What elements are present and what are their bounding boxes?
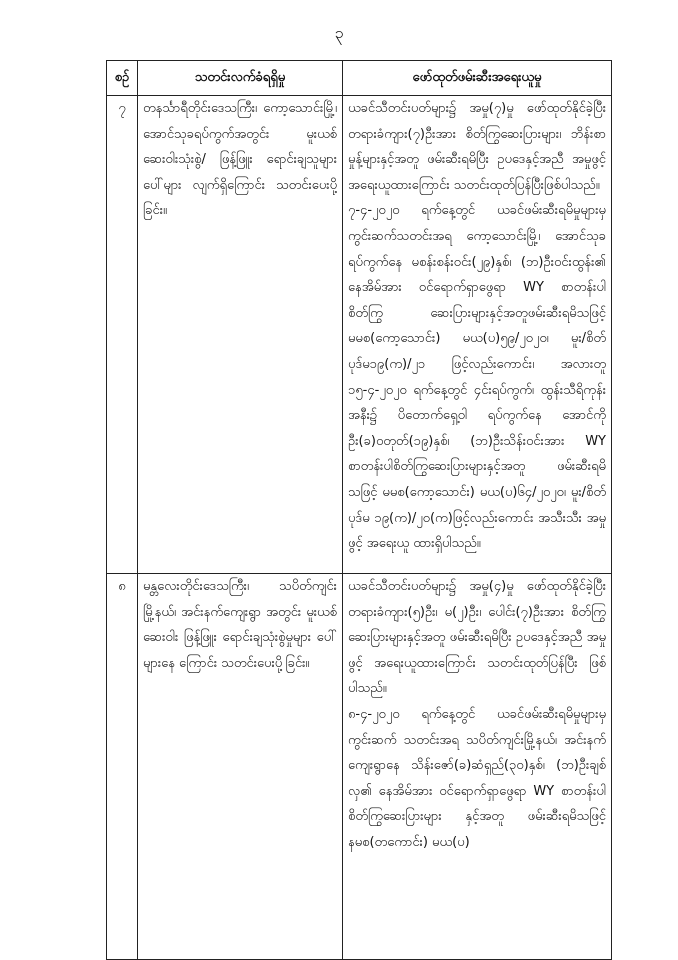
report-table xyxy=(106,60,612,960)
header-serial: စဉ် xyxy=(107,61,138,96)
row-action xyxy=(343,574,612,960)
action-paragraph: ယခင်သီတင်းပတ်များ၌ အမှု(၄)မှု ဖော်ထုတ်နိုင်ခဲ့ပြီး တရားခံကျား(၅)ဦး၊ မ(၂)ဦး၊ ပေါင်း(၇)ဦးအား စိတ်ကြွ ဆေးပြားများနှင့်အတူ ဖမ်းဆီးရမိပြီး ဥပဒေနှင့်အညီ အမှုဖွင့် အရေးယူထားကြောင်း သတင်းထုတ်ပြန်ပြီး ဖြစ်ပါသည်။ xyxy=(348,579,606,697)
row-report: တနင်္သာရီတိုင်းဒေသကြီး၊ ကော့သောင်းမြို့၊ အောင်သုခရပ်ကွက်အတွင်း မူးယစ်ဆေးဝါးသုံးစွဲ/ ဖြန့်ဖြူး ရောင်းချသူများပေါ်များ လျက်ရှိကြောင်း သတင်းပေးပို့ခြင်း။ xyxy=(138,96,343,574)
action-paragraph: ၇-၄-၂၀၂၀ ရက်နေ့တွင် ယခင်ဖမ်းဆီးရမိမှုများမှ ကွင်းဆက်သတင်းအရ ကော့သောင်းမြို့၊ အောင်သုခ ရပ်ကွက်နေ မစန်းစန်းဝင်း(၂၉)နှစ်၊ (ဘ)ဦးဝင်းထွန်း၏ နေအိမ်အား ဝင်ရောက်ရှာဖွေရာ WY စာတန်းပါ စိတ်ကြွ ဆေးပြားများနှင့်အတူဖမ်းဆီးရမိသဖြင့် မမစ(ကော့သောင်း) မယ(ပ)၅၉/၂၀၂၀၊ မူး/စိတ်ပုဒ်မ၁၉(က)/၂၁ ဖြင့်လည်းကောင်း၊ အလားတူ ၁၅-၄-၂၀၂၀ ရက်နေ့တွင် ၄င်းရပ်ကွက်၊ ထွန်းသီရိကုန်းအနီး၌ ပိတောက်ရှေ့ဝါ ရပ်ကွက်နေ အောင်ကိုဦး(ခ)ဝတုတ်(၁၉)နှစ်၊ (ဘ)ဦးသိန်းဝင်းအား WY စာတန်းပါစိတ်ကြွဆေးပြားများနှင့်အတူ ဖမ်းဆီးရမိသဖြင့် မမစ(ကော့သောင်း) မယ(ပ)၆၄/၂၀၂၀၊ မူး/စိတ်ပုဒ်မ ၁၉(က)/၂၀(က)ဖြင့်လည်းကောင်း အသီးသီး အမှုဖွင့် အရေးယူ ထားရှိပါသည်။ xyxy=(348,203,606,552)
table-row xyxy=(107,574,612,960)
header-report-received: သတင်းလက်ခံရရှိမှု xyxy=(138,61,343,96)
action-paragraph: ၈-၄-၂၀၂၀ ရက်နေ့တွင် ယခင်ဖမ်းဆီးရမိမှုများမှ ကွင်းဆက် သတင်းအရ သပိတ်ကျင်းမြို့နယ်၊ အင်းနက်ကျေးရွာနေ သိန်းဇော်(ခ)ဆံရှည်(၃၀)နှစ်၊ (ဘ)ဦးချစ်လှ၏ နေအိမ်အား ဝင်ရောက်ရှာဖွေရာ WY စာတန်းပါ စိတ်ကြွဆေးပြားများ နှင့်အတူ ဖမ်းဆီးရမိသဖြင့် နမစ(တကောင်း) မယ(ပ) xyxy=(348,706,606,850)
action-paragraph: ယခင်သီတင်းပတ်များ၌ အမှု(၇)မှု ဖော်ထုတ်နိုင်ခဲ့ပြီး တရားခံကျား(၇)ဦးအား စိတ်ကြွဆေးပြားများ၊ ဘိန်းစာ မှုန့်များနှင့်အတူ ဖမ်းဆီးရမိပြီး ဥပဒေနှင့်အညီ အမှုဖွင့် အရေးယူထားကြောင်း သတင်းထုတ်ပြန်ပြီးဖြစ်ပါသည်။ xyxy=(348,101,606,193)
row-action xyxy=(343,96,612,574)
table-row xyxy=(107,96,612,574)
row-number: ၇ xyxy=(107,96,138,574)
page-number: ၃ xyxy=(334,23,344,42)
header-action-taken: ဖော်ထုတ်ဖမ်းဆီးအရေးယူမှု xyxy=(343,61,612,96)
row-report: မန္တလေးတိုင်းဒေသကြီး၊ သပိတ်ကျင်းမြို့နယ်၊ အင်းနက်ကျေးရွာ အတွင်း မူးယစ်ဆေးဝါး ဖြန့်ဖြူး ရောင်းချသုံးစွဲမှုများ ပေါ်များနေ ကြောင်း သတင်းပေးပို့ခြင်း။ xyxy=(138,574,343,960)
row-number: ၈ xyxy=(107,574,138,960)
table-header-row xyxy=(107,61,612,96)
